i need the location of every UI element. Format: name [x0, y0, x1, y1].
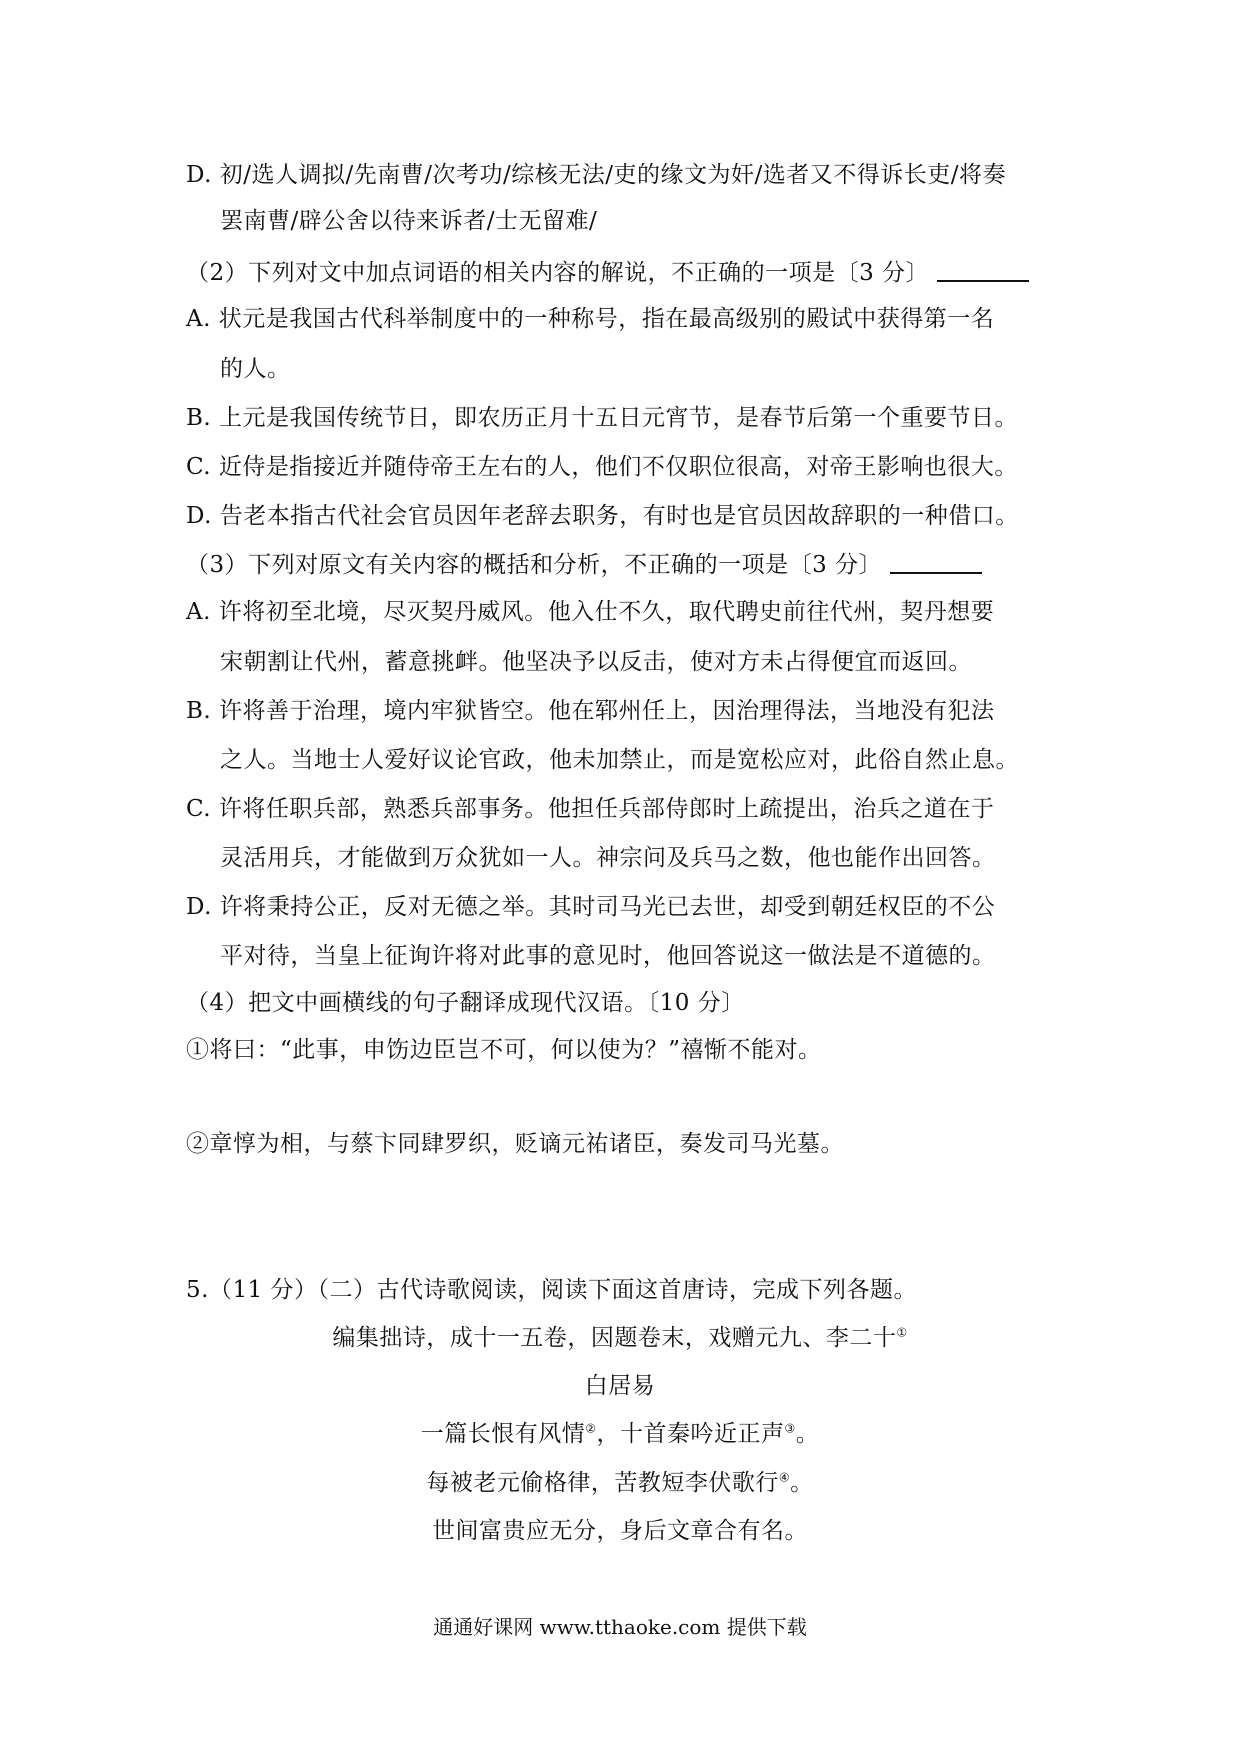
poem-title-footnote-mark: ① [896, 1325, 908, 1340]
q2-stem [186, 258, 1029, 288]
q2-option-d: D. 告老本指古代社会官员因年老辞去职务，有时也是官员因故辞职的一种借口。 [186, 503, 1019, 529]
poem-title [0, 1323, 1240, 1353]
poem-line-2-footnote: ④ [778, 1470, 791, 1485]
page-footer: 通通好课网 www.tthaoke.com 提供下载 [433, 1615, 807, 1639]
poem-line-2-part-a: 每被老元偷格律，苦教短李伏歌行 [426, 1470, 779, 1496]
q2-option-c: C. 近侍是指接近并随侍帝王左右的人，他们不仅职位很高，对帝王影响也很大。 [186, 454, 1018, 480]
poem-line-3: 世间富贵应无分，身后文章合有名。 [432, 1518, 808, 1544]
q3-option-a-line1: A. 许将初至北境，尽灭契丹威风。他入仕不久，取代聘史前往代州，契丹想要 [186, 599, 995, 625]
poem-line-1-part-a: 一篇长恨有风情 [420, 1421, 586, 1447]
poem-line-1 [0, 1419, 1240, 1449]
q3-option-c-line2: 灵活用兵，才能做到万众犹如一人。神宗问及兵马之数，他也能作出回答。 [220, 845, 996, 871]
q2-option-a-line2: 的人。 [220, 356, 291, 382]
q3-option-a-line2: 宋朝割让代州，蓄意挑衅。他坚决予以反击，使对方未占得便宜而返回。 [220, 649, 972, 675]
q3-option-d-line1: D. 许将秉持公正，反对无德之举。其时司马光已去世，却受到朝廷权臣的不公 [186, 894, 996, 920]
poem-author: 白居易 [584, 1373, 656, 1399]
q4-sentence-2: ②章惇为相，与蔡卞同肆罗织，贬谪元祐诸臣，奏发司马光墓。 [186, 1131, 844, 1157]
q3-option-c-line1: C. 许将任职兵部，熟悉兵部事务。他担任兵部侍郎时上疏提出，治兵之道在于 [186, 796, 995, 822]
q3-option-b-line1: B. 许将善于治理，境内牢狱皆空。他在郓州任上，因治理得法，当地没有犯法 [186, 698, 995, 724]
q1-option-d-line2: 罢南曹/辟公舍以待来诉者/士无留难/ [220, 208, 598, 234]
q1-option-d-line1: D. 初/选人调拟/先南曹/次考功/综核无法/吏的缘文为奸/选者又不得诉长吏/将奏 [186, 162, 1006, 188]
poem-line-2-part-b: 。 [790, 1470, 814, 1496]
q3-stem [186, 550, 982, 580]
poem-title-text: 编集拙诗，成十一五卷，因题卷末，戏赠元九、李二十 [332, 1325, 897, 1351]
q3-option-b-line2: 之人。当地士人爱好议论官政，他未加禁止，而是宽松应对，此俗自然止息。 [220, 747, 1019, 773]
poem-line-1-footnote-b: ③ [784, 1421, 796, 1436]
q3-answer-blank[interactable] [890, 572, 982, 574]
poem-line-2 [0, 1468, 1240, 1498]
q3-option-d-line2: 平对待，当皇上征询许将对此事的意见时，他回答说这一做法是不道德的。 [220, 943, 996, 969]
poem-line-1-part-b: ，十首秦吟近正声 [596, 1421, 785, 1447]
q2-option-a-line1: A. 状元是我国古代科举制度中的一种称号，指在最高级别的殿试中获得第一名 [186, 306, 995, 332]
poem-line-1-footnote-a: ② [585, 1421, 597, 1436]
q4-sentence-1: ①将曰：“此事，申饬边臣岂不可，何以使为？”禧惭不能对。 [186, 1037, 822, 1063]
q2-stem-text: （2）下列对文中加点词语的相关内容的解说，不正确的一项是〔3 分〕 [186, 260, 930, 286]
q3-stem-text: （3）下列对原文有关内容的概括和分析，不正确的一项是〔3 分〕 [186, 552, 883, 578]
q4-stem: （4）把文中画横线的句子翻译成现代汉语。〔10 分〕 [186, 990, 745, 1016]
q2-answer-blank[interactable] [937, 280, 1029, 282]
q2-option-b: B. 上元是我国传统节日，即农历正月十五日元宵节，是春节后第一个重要节日。 [186, 405, 1019, 431]
q5-stem: 5.（11 分）（二）古代诗歌阅读，阅读下面这首唐诗，完成下列各题。 [186, 1277, 918, 1303]
poem-line-1-part-c: 。 [795, 1421, 820, 1447]
